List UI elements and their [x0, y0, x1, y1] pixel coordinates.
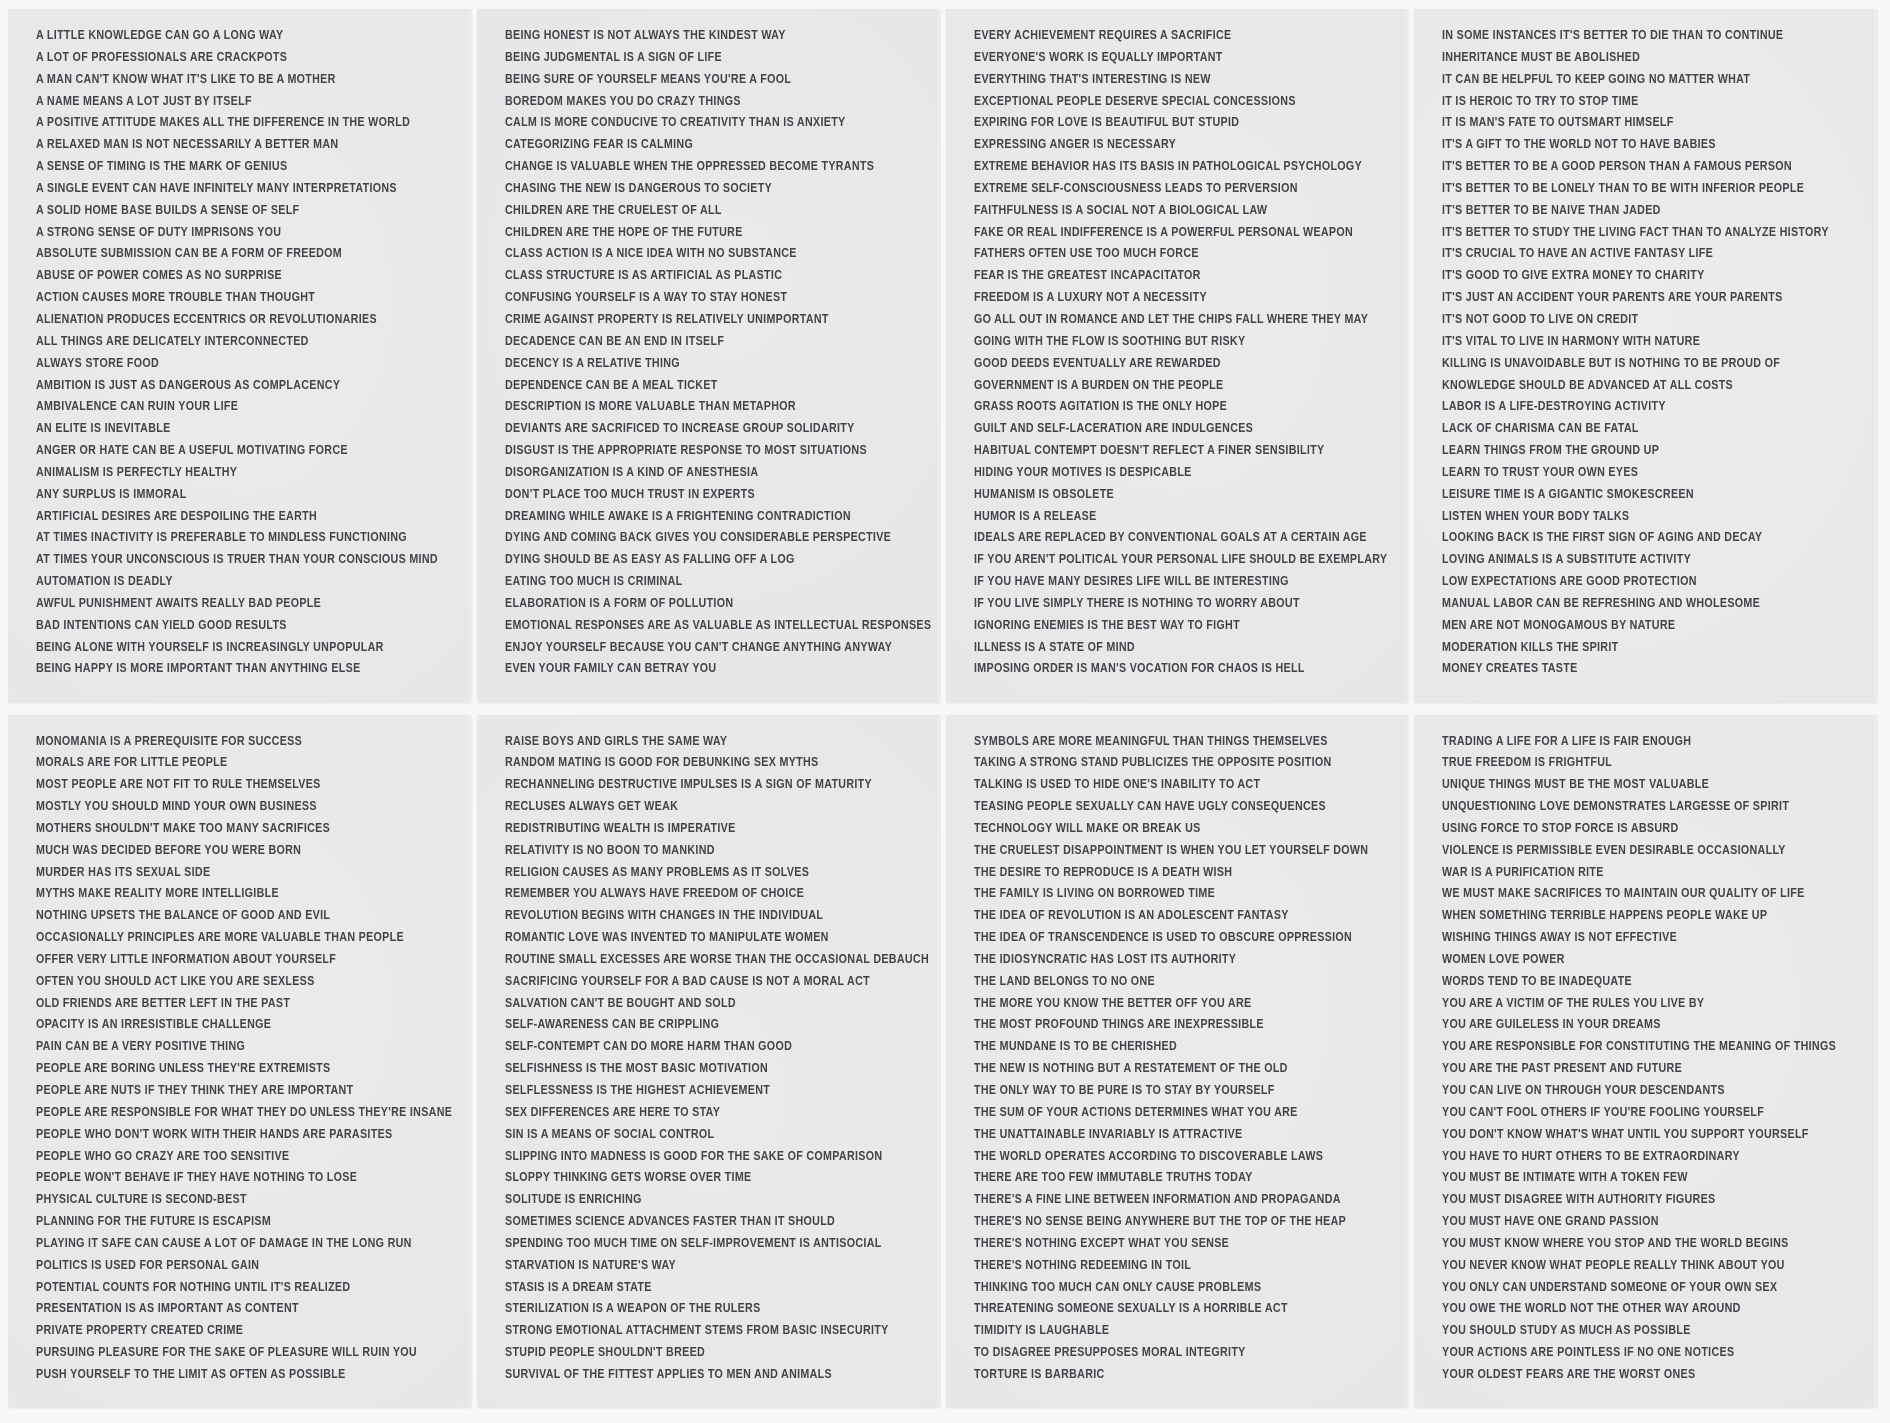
truism-line: HUMANISM IS OBSOLETE — [973, 485, 1114, 501]
truism-line: MYTHS MAKE REALITY MORE INTELLIGIBLE — [36, 885, 279, 901]
truism-line: THREATENING SOMEONE SEXUALLY IS A HORRIBLE ACT — [973, 1300, 1288, 1316]
truisms-sheet-7 — [946, 714, 1408, 1408]
truism-line: SYMBOLS ARE MORE MEANINGFUL THAN THINGS THEMSELVES — [973, 732, 1328, 748]
truism-line: LACK OF CHARISMA CAN BE FATAL — [1442, 420, 1639, 436]
truism-line: DREAMING WHILE AWAKE IS A FRIGHTENING CONTRADICTION — [504, 507, 851, 523]
truism-line: AWFUL PUNISHMENT AWAITS REALLY BAD PEOPLE — [36, 594, 322, 610]
truism-list-6 — [505, 730, 939, 1385]
truism-line: GUILT AND SELF-LACERATION ARE INDULGENCES — [973, 420, 1253, 436]
truism-line: STASIS IS A DREAM STATE — [504, 1278, 652, 1294]
truism-line: CATEGORIZING FEAR IS CALMING — [504, 136, 693, 152]
truism-line: MOTHERS SHOULDN'T MAKE TOO MANY SACRIFICES — [36, 819, 331, 835]
truism-line: RAISE BOYS AND GIRLS THE SAME WAY — [504, 732, 728, 748]
truism-line: A NAME MEANS A LOT JUST BY ITSELF — [36, 92, 252, 108]
truism-line: THE SUM OF YOUR ACTIONS DETERMINES WHAT YOU ARE — [973, 1103, 1298, 1119]
truism-line: OFFER VERY LITTLE INFORMATION ABOUT YOURSELF — [36, 950, 337, 966]
truism-line: PRIVATE PROPERTY CREATED CRIME — [36, 1322, 244, 1338]
truism-line: DECADENCE CAN BE AN END IN ITSELF — [504, 332, 724, 348]
truism-line: SEX DIFFERENCES ARE HERE TO STAY — [504, 1103, 720, 1119]
truisms-sheet-6 — [477, 714, 939, 1408]
truism-line: STARVATION IS NATURE'S WAY — [504, 1256, 676, 1272]
truism-line: A STRONG SENSE OF DUTY IMPRISONS YOU — [36, 223, 282, 239]
truism-line: IT CAN BE HELPFUL TO KEEP GOING NO MATTER WHAT — [1442, 70, 1751, 86]
truism-line: BEING HONEST IS NOT ALWAYS THE KINDEST WAY — [504, 27, 786, 42]
truism-line: IN SOME INSTANCES IT'S BETTER TO DIE THAN TO CONTINUE — [1442, 27, 1784, 42]
truism-line: EATING TOO MUCH IS CRIMINAL — [504, 573, 683, 589]
truism-line: THE ONLY WAY TO BE PURE IS TO STAY BY YOURSELF — [973, 1082, 1275, 1097]
truism-list-8 — [1442, 730, 1876, 1385]
truism-line: MEN ARE NOT MONOGAMOUS BY NATURE — [1442, 616, 1676, 632]
truism-line: THE DESIRE TO REPRODUCE IS A DEATH WISH — [973, 863, 1232, 879]
truism-line: GOOD DEEDS EVENTUALLY ARE REWARDED — [973, 354, 1221, 370]
truism-line: IT IS MAN'S FATE TO OUTSMART HIMSELF — [1442, 114, 1674, 130]
truism-line: IT'S CRUCIAL TO HAVE AN ACTIVE FANTASY LIFE — [1442, 245, 1714, 261]
truism-line: CLASS ACTION IS A NICE IDEA WITH NO SUBSTANCE — [504, 245, 797, 261]
truism-line: FATHERS OFTEN USE TOO MUCH FORCE — [973, 245, 1199, 261]
truism-line: TRADING A LIFE FOR A LIFE IS FAIR ENOUGH — [1442, 732, 1692, 748]
truism-line: TAKING A STRONG STAND PUBLICIZES THE OPPOSITE POSITION — [973, 754, 1332, 770]
truism-line: REVOLUTION BEGINS WITH CHANGES IN THE INDIVIDUAL — [504, 907, 823, 923]
truism-line: OPACITY IS AN IRRESISTIBLE CHALLENGE — [36, 1016, 272, 1032]
truism-line: PEOPLE WON'T BEHAVE IF THEY HAVE NOTHING TO LOSE — [36, 1169, 358, 1185]
truism-line: YOU OWE THE WORLD NOT THE OTHER WAY AROUND — [1442, 1300, 1741, 1316]
truism-list-5 — [36, 730, 470, 1385]
truism-line: TIMIDITY IS LAUGHABLE — [973, 1322, 1109, 1338]
truism-line: A LOT OF PROFESSIONALS ARE CRACKPOTS — [36, 48, 288, 64]
truism-line: SALVATION CAN'T BE BOUGHT AND SOLD — [504, 994, 736, 1010]
truism-line: HUMOR IS A RELEASE — [973, 507, 1097, 523]
truism-line: FAITHFULNESS IS A SOCIAL NOT A BIOLOGICAL LAW — [973, 201, 1267, 217]
truism-line: MONOMANIA IS A PREREQUISITE FOR SUCCESS — [36, 732, 303, 748]
truism-line: IF YOU AREN'T POLITICAL YOUR PERSONAL LIFE SHOULD BE EXEMPLARY — [973, 551, 1387, 567]
truism-line: STERILIZATION IS A WEAPON OF THE RULERS — [504, 1300, 761, 1316]
truism-line: PAIN CAN BE A VERY POSITIVE THING — [36, 1038, 246, 1054]
truism-line: MOST PEOPLE ARE NOT FIT TO RULE THEMSELVES — [36, 776, 321, 792]
truism-line: THERE'S NOTHING REDEEMING IN TOIL — [973, 1256, 1191, 1272]
truism-line: SELF-CONTEMPT CAN DO MORE HARM THAN GOOD — [504, 1038, 792, 1054]
truism-line: SLOPPY THINKING GETS WORSE OVER TIME — [504, 1169, 752, 1185]
truism-line: PURSUING PLEASURE FOR THE SAKE OF PLEASURE WILL RUIN YOU — [36, 1344, 417, 1360]
truism-line: YOU ARE A VICTIM OF THE RULES YOU LIVE BY — [1442, 994, 1705, 1010]
truism-line: DEVIANTS ARE SACRIFICED TO INCREASE GROUP SOLIDARITY — [504, 420, 855, 436]
truism-line: EXPRESSING ANGER IS NECESSARY — [973, 136, 1176, 152]
truism-line: THERE'S A FINE LINE BETWEEN INFORMATION AND PROPAGANDA — [973, 1191, 1341, 1207]
truism-line: THERE'S NOTHING EXCEPT WHAT YOU SENSE — [973, 1234, 1229, 1250]
truism-line: TECHNOLOGY WILL MAKE OR BREAK US — [973, 819, 1201, 835]
truism-line: DEPENDENCE CAN BE A MEAL TICKET — [504, 376, 718, 392]
truism-line: STRONG EMOTIONAL ATTACHMENT STEMS FROM BASIC INSECURITY — [504, 1322, 889, 1338]
truism-list-7 — [974, 730, 1408, 1385]
truism-line: BEING JUDGMENTAL IS A SIGN OF LIFE — [504, 48, 722, 64]
truism-line: LOOKING BACK IS THE FIRST SIGN OF AGING AND DECAY — [1442, 529, 1763, 545]
truisms-sheet-4 — [1414, 8, 1876, 702]
truism-line: AUTOMATION IS DEADLY — [36, 573, 173, 589]
truism-line: BOREDOM MAKES YOU DO CRAZY THINGS — [504, 92, 741, 108]
truism-line: IT'S JUST AN ACCIDENT YOUR PARENTS ARE YOUR PARENTS — [1442, 289, 1783, 305]
truism-line: AN ELITE IS INEVITABLE — [36, 420, 171, 436]
truism-line: THINKING TOO MUCH CAN ONLY CAUSE PROBLEMS — [973, 1278, 1261, 1294]
truism-line: EXTREME SELF-CONSCIOUSNESS LEADS TO PERVERSION — [973, 179, 1298, 195]
truism-line: DISORGANIZATION IS A KIND OF ANESTHESIA — [504, 463, 759, 479]
truism-line: USING FORCE TO STOP FORCE IS ABSURD — [1442, 819, 1679, 835]
truism-line: DYING AND COMING BACK GIVES YOU CONSIDERABLE PERSPECTIVE — [504, 529, 891, 545]
truism-line: UNIQUE THINGS MUST BE THE MOST VALUABLE — [1442, 776, 1710, 792]
truism-line: DON'T PLACE TOO MUCH TRUST IN EXPERTS — [504, 485, 755, 501]
truism-line: PLAYING IT SAFE CAN CAUSE A LOT OF DAMAGE IN THE LONG RUN — [36, 1234, 412, 1250]
truism-line: PEOPLE ARE RESPONSIBLE FOR WHAT THEY DO UNLESS THEY'RE INSANE — [36, 1103, 453, 1119]
truism-line: LEISURE TIME IS A GIGANTIC SMOKESCREEN — [1442, 485, 1695, 501]
truism-line: UNQUESTIONING LOVE DEMONSTRATES LARGESSE OF SPIRIT — [1442, 798, 1790, 814]
truism-line: SACRIFICING YOURSELF FOR A BAD CAUSE IS NOT A MORAL ACT — [504, 972, 870, 988]
truism-line: INHERITANCE MUST BE ABOLISHED — [1442, 48, 1641, 64]
truism-line: MONEY CREATES TASTE — [1442, 660, 1578, 676]
truism-line: THE IDIOSYNCRATIC HAS LOST ITS AUTHORITY — [973, 950, 1236, 966]
truism-line: SELFLESSNESS IS THE HIGHEST ACHIEVEMENT — [504, 1082, 770, 1097]
truism-line: SELFISHNESS IS THE MOST BASIC MOTIVATION — [504, 1060, 768, 1076]
truism-line: EXTREME BEHAVIOR HAS ITS BASIS IN PATHOLOGICAL PSYCHOLOGY — [973, 158, 1362, 174]
truism-list-3 — [974, 24, 1408, 679]
truism-line: MORALS ARE FOR LITTLE PEOPLE — [36, 754, 228, 770]
truism-line: VIOLENCE IS PERMISSIBLE EVEN DESIRABLE OCCASIONALLY — [1442, 841, 1787, 857]
truism-line: RANDOM MATING IS GOOD FOR DEBUNKING SEX MYTHS — [504, 754, 819, 770]
truism-line: AMBIVALENCE CAN RUIN YOUR LIFE — [36, 398, 239, 414]
truism-line: RECHANNELING DESTRUCTIVE IMPULSES IS A SIGN OF MATURITY — [504, 776, 872, 792]
truism-line: BEING SURE OF YOURSELF MEANS YOU'RE A FOOL — [504, 70, 791, 86]
truism-line: WHEN SOMETHING TERRIBLE HAPPENS PEOPLE WAKE UP — [1442, 907, 1768, 923]
truism-line: ANGER OR HATE CAN BE A USEFUL MOTIVATING FORCE — [36, 442, 348, 458]
truism-line: WORDS TEND TO BE INADEQUATE — [1442, 972, 1633, 988]
truism-line: BAD INTENTIONS CAN YIELD GOOD RESULTS — [36, 616, 287, 632]
truism-line: OFTEN YOU SHOULD ACT LIKE YOU ARE SEXLESS — [36, 972, 315, 988]
truism-line: REMEMBER YOU ALWAYS HAVE FREEDOM OF CHOICE — [504, 885, 804, 901]
truism-line: ALL THINGS ARE DELICATELY INTERCONNECTED — [36, 332, 309, 348]
truism-line: REDISTRIBUTING WEALTH IS IMPERATIVE — [504, 819, 736, 835]
truism-line: CALM IS MORE CONDUCIVE TO CREATIVITY THAN IS ANXIETY — [504, 114, 846, 130]
truism-line: EMOTIONAL RESPONSES ARE AS VALUABLE AS INTELLECTUAL RESPONSES — [504, 616, 932, 632]
truism-line: EXCEPTIONAL PEOPLE DESERVE SPECIAL CONCESSIONS — [973, 92, 1296, 108]
truism-line: IGNORING ENEMIES IS THE BEST WAY TO FIGHT — [973, 616, 1240, 632]
truism-line: THE WORLD OPERATES ACCORDING TO DISCOVERABLE LAWS — [973, 1147, 1323, 1163]
truism-line: GOVERNMENT IS A BURDEN ON THE PEOPLE — [973, 376, 1223, 392]
truism-line: TALKING IS USED TO HIDE ONE'S INABILITY TO ACT — [973, 776, 1260, 792]
truism-line: YOU HAVE TO HURT OTHERS TO BE EXTRAORDINARY — [1442, 1147, 1741, 1163]
truism-line: EXPIRING FOR LOVE IS BEAUTIFUL BUT STUPID — [973, 114, 1239, 130]
truism-line: ABSOLUTE SUBMISSION CAN BE A FORM OF FREEDOM — [36, 245, 343, 261]
truism-list-1 — [36, 24, 470, 679]
truism-line: DISGUST IS THE APPROPRIATE RESPONSE TO MOST SITUATIONS — [504, 442, 867, 458]
truism-line: A MAN CAN'T KNOW WHAT IT'S LIKE TO BE A MOTHER — [36, 70, 336, 86]
truism-line: THERE'S NO SENSE BEING ANYWHERE BUT THE TOP OF THE HEAP — [973, 1213, 1346, 1229]
truism-list-2 — [505, 24, 939, 679]
truism-line: THE UNATTAINABLE INVARIABLY IS ATTRACTIVE — [973, 1125, 1242, 1141]
truism-line: KILLING IS UNAVOIDABLE BUT IS NOTHING TO BE PROUD OF — [1442, 354, 1781, 370]
truism-line: YOU MUST HAVE ONE GRAND PASSION — [1442, 1213, 1660, 1229]
truism-line: YOU CAN'T FOOL OTHERS IF YOU'RE FOOLING YOURSELF — [1442, 1103, 1765, 1119]
truism-line: ALWAYS STORE FOOD — [36, 354, 160, 370]
truisms-sheet-5 — [8, 714, 470, 1408]
truism-line: IDEALS ARE REPLACED BY CONVENTIONAL GOALS AT A CERTAIN AGE — [973, 529, 1367, 545]
truism-line: RELIGION CAUSES AS MANY PROBLEMS AS IT SOLVES — [504, 863, 809, 879]
truism-line: IT IS HEROIC TO TRY TO STOP TIME — [1442, 92, 1639, 108]
truism-line: YOU ARE GUILELESS IN YOUR DREAMS — [1442, 1016, 1661, 1032]
truism-line: KNOWLEDGE SHOULD BE ADVANCED AT ALL COSTS — [1442, 376, 1734, 392]
truism-line: LOW EXPECTATIONS ARE GOOD PROTECTION — [1442, 573, 1698, 589]
truism-line: THE CRUELEST DISAPPOINTMENT IS WHEN YOU LET YOURSELF DOWN — [973, 841, 1368, 857]
truism-list-4 — [1442, 24, 1876, 679]
truism-line: IT'S VITAL TO LIVE IN HARMONY WITH NATURE — [1442, 332, 1701, 348]
truism-line: IT'S GOOD TO GIVE EXTRA MONEY TO CHARITY — [1442, 267, 1705, 283]
truism-line: THE FAMILY IS LIVING ON BORROWED TIME — [973, 885, 1215, 901]
truism-line: WAR IS A PURIFICATION RITE — [1442, 863, 1604, 879]
truism-line: PEOPLE WHO DON'T WORK WITH THEIR HANDS ARE PARASITES — [36, 1125, 393, 1141]
truisms-sheet-1 — [8, 8, 470, 702]
truism-line: OCCASIONALLY PRINCIPLES ARE MORE VALUABLE THAN PEOPLE — [36, 929, 404, 945]
truism-line: OLD FRIENDS ARE BETTER LEFT IN THE PAST — [36, 994, 291, 1010]
truism-line: CLASS STRUCTURE IS AS ARTIFICIAL AS PLASTIC — [504, 267, 782, 283]
truism-line: MODERATION KILLS THE SPIRIT — [1442, 638, 1619, 654]
truism-line: THE MORE YOU KNOW THE BETTER OFF YOU ARE — [973, 994, 1251, 1010]
truism-line: WE MUST MAKE SACRIFICES TO MAINTAIN OUR QUALITY OF LIFE — [1442, 885, 1805, 901]
truism-line: DYING SHOULD BE AS EASY AS FALLING OFF A LOG — [504, 551, 795, 567]
truism-line: LOVING ANIMALS IS A SUBSTITUTE ACTIVITY — [1442, 551, 1692, 567]
truism-line: AT TIMES YOUR UNCONSCIOUS IS TRUER THAN YOUR CONSCIOUS MIND — [36, 551, 438, 567]
truism-line: NOTHING UPSETS THE BALANCE OF GOOD AND EVIL — [36, 907, 331, 923]
truism-line: MUCH WAS DECIDED BEFORE YOU WERE BORN — [36, 841, 302, 857]
truism-line: IT'S BETTER TO BE NAIVE THAN JADED — [1442, 201, 1661, 217]
truism-line: PUSH YOURSELF TO THE LIMIT AS OFTEN AS POSSIBLE — [36, 1365, 346, 1381]
truism-line: SPENDING TOO MUCH TIME ON SELF-IMPROVEMENT IS ANTISOCIAL — [504, 1234, 882, 1250]
truism-line: ENJOY YOURSELF BECAUSE YOU CAN'T CHANGE ANYTHING ANYWAY — [504, 638, 892, 654]
truism-line: GOING WITH THE FLOW IS SOOTHING BUT RISKY — [973, 332, 1245, 348]
truism-line: TO DISAGREE PRESUPPOSES MORAL INTEGRITY — [973, 1344, 1246, 1360]
truism-line: CRIME AGAINST PROPERTY IS RELATIVELY UNIMPORTANT — [504, 310, 829, 326]
truism-line: CHASING THE NEW IS DANGEROUS TO SOCIETY — [504, 179, 772, 195]
truism-line: PHYSICAL CULTURE IS SECOND-BEST — [36, 1191, 247, 1207]
truism-line: ABUSE OF POWER COMES AS NO SURPRISE — [36, 267, 282, 283]
truism-line: ANIMALISM IS PERFECTLY HEALTHY — [36, 463, 238, 479]
truism-line: PEOPLE ARE BORING UNLESS THEY'RE EXTREMISTS — [36, 1060, 331, 1076]
truism-line: FAKE OR REAL INDIFFERENCE IS A POWERFUL PERSONAL WEAPON — [973, 223, 1353, 239]
truism-line: EVERY ACHIEVEMENT REQUIRES A SACRIFICE — [973, 27, 1231, 42]
truism-line: THE MOST PROFOUND THINGS ARE INEXPRESSIBLE — [973, 1016, 1264, 1032]
truism-line: MOSTLY YOU SHOULD MIND YOUR OWN BUSINESS — [36, 798, 317, 814]
truism-line: IT'S BETTER TO BE LONELY THAN TO BE WITH INFERIOR PEOPLE — [1442, 179, 1805, 195]
truism-line: ARTIFICIAL DESIRES ARE DESPOILING THE EARTH — [36, 507, 318, 523]
truism-line: AMBITION IS JUST AS DANGEROUS AS COMPLACENCY — [36, 376, 341, 392]
truism-line: YOUR OLDEST FEARS ARE THE WORST ONES — [1442, 1365, 1696, 1381]
truism-line: EVEN YOUR FAMILY CAN BETRAY YOU — [504, 660, 717, 676]
truism-line: IT'S A GIFT TO THE WORLD NOT TO HAVE BABIES — [1442, 136, 1717, 152]
truism-line: IF YOU LIVE SIMPLY THERE IS NOTHING TO WORRY ABOUT — [973, 594, 1300, 610]
truism-line: PRESENTATION IS AS IMPORTANT AS CONTENT — [36, 1300, 299, 1316]
truism-line: THE IDEA OF TRANSCENDENCE IS USED TO OBSCURE OPPRESSION — [973, 929, 1352, 945]
truism-line: SIN IS A MEANS OF SOCIAL CONTROL — [504, 1125, 715, 1141]
truism-line: EVERYONE'S WORK IS EQUALLY IMPORTANT — [973, 48, 1223, 64]
truism-line: CHILDREN ARE THE CRUELEST OF ALL — [504, 201, 722, 217]
truism-line: RELATIVITY IS NO BOON TO MANKIND — [504, 841, 715, 857]
truism-line: SOMETIMES SCIENCE ADVANCES FASTER THAN IT SHOULD — [504, 1213, 835, 1229]
truism-line: IMPOSING ORDER IS MAN'S VOCATION FOR CHAOS IS HELL — [973, 660, 1305, 676]
truism-line: THE LAND BELONGS TO NO ONE — [973, 972, 1155, 988]
truism-line: EVERYTHING THAT'S INTERESTING IS NEW — [973, 70, 1211, 86]
truism-line: GRASS ROOTS AGITATION IS THE ONLY HOPE — [973, 398, 1227, 414]
truism-line: FEAR IS THE GREATEST INCAPACITATOR — [973, 267, 1201, 283]
truism-line: PEOPLE WHO GO CRAZY ARE TOO SENSITIVE — [36, 1147, 290, 1163]
truism-line: HIDING YOUR MOTIVES IS DESPICABLE — [973, 463, 1192, 479]
truism-line: TEASING PEOPLE SEXUALLY CAN HAVE UGLY CONSEQUENCES — [973, 798, 1326, 814]
truism-line: IT'S BETTER TO STUDY THE LIVING FACT THAN TO ANALYZE HISTORY — [1442, 223, 1830, 239]
truism-line: CHILDREN ARE THE HOPE OF THE FUTURE — [504, 223, 743, 239]
truism-line: POTENTIAL COUNTS FOR NOTHING UNTIL IT'S REALIZED — [36, 1278, 351, 1294]
truism-line: THE IDEA OF REVOLUTION IS AN ADOLESCENT FANTASY — [973, 907, 1289, 923]
truism-line: ANY SURPLUS IS IMMORAL — [36, 485, 187, 501]
truism-line: ROUTINE SMALL EXCESSES ARE WORSE THAN THE OCCASIONAL DEBAUCH — [504, 950, 929, 966]
truism-line: THERE ARE TOO FEW IMMUTABLE TRUTHS TODAY — [973, 1169, 1253, 1185]
truism-line: IT'S BETTER TO BE A GOOD PERSON THAN A FAMOUS PERSON — [1442, 158, 1793, 174]
truism-line: GO ALL OUT IN ROMANCE AND LET THE CHIPS FALL WHERE THEY MAY — [973, 310, 1368, 326]
truism-line: DECENCY IS A RELATIVE THING — [504, 354, 680, 370]
truism-line: CONFUSING YOURSELF IS A WAY TO STAY HONEST — [504, 289, 788, 305]
truism-line: YOU DON'T KNOW WHAT'S WHAT UNTIL YOU SUPPORT YOURSELF — [1442, 1125, 1809, 1141]
truism-line: YOU MUST DISAGREE WITH AUTHORITY FIGURES — [1442, 1191, 1716, 1207]
truism-line: A SOLID HOME BASE BUILDS A SENSE OF SELF — [36, 201, 300, 217]
truism-line: SELF-AWARENESS CAN BE CRIPPLING — [504, 1016, 719, 1032]
truism-line: SURVIVAL OF THE FITTEST APPLIES TO MEN AND ANIMALS — [504, 1365, 832, 1381]
truism-line: WISHING THINGS AWAY IS NOT EFFECTIVE — [1442, 929, 1678, 945]
truism-line: BEING HAPPY IS MORE IMPORTANT THAN ANYTHING ELSE — [36, 660, 361, 676]
truism-line: YOU SHOULD STUDY AS MUCH AS POSSIBLE — [1442, 1322, 1691, 1338]
truism-line: A RELAXED MAN IS NOT NECESSARILY A BETTER MAN — [36, 136, 339, 152]
truism-line: YOU MUST BE INTIMATE WITH A TOKEN FEW — [1442, 1169, 1689, 1185]
truism-line: YOU ARE THE PAST PRESENT AND FUTURE — [1442, 1060, 1683, 1076]
truism-line: AT TIMES INACTIVITY IS PREFERABLE TO MINDLESS FUNCTIONING — [36, 529, 407, 545]
truism-line: BEING ALONE WITH YOURSELF IS INCREASINGLY UNPOPULAR — [36, 638, 384, 654]
truisms-sheet-3 — [946, 8, 1408, 702]
truism-line: LEARN THINGS FROM THE GROUND UP — [1442, 442, 1660, 458]
truism-line: ALIENATION PRODUCES ECCENTRICS OR REVOLUTIONARIES — [36, 310, 377, 326]
truism-line: SLIPPING INTO MADNESS IS GOOD FOR THE SAKE OF COMPARISON — [504, 1147, 883, 1163]
truism-line: THE MUNDANE IS TO BE CHERISHED — [973, 1038, 1177, 1054]
truism-line: STUPID PEOPLE SHOULDN'T BREED — [504, 1344, 705, 1360]
truism-line: A POSITIVE ATTITUDE MAKES ALL THE DIFFERENCE IN THE WORLD — [36, 114, 411, 130]
truism-line: TORTURE IS BARBARIC — [973, 1365, 1105, 1381]
truism-line: LEARN TO TRUST YOUR OWN EYES — [1442, 463, 1639, 479]
truism-line: PEOPLE ARE NUTS IF THEY THINK THEY ARE IMPORTANT — [36, 1082, 354, 1097]
truism-line: YOUR ACTIONS ARE POINTLESS IF NO ONE NOTICES — [1442, 1344, 1735, 1360]
truism-line: MURDER HAS ITS SEXUAL SIDE — [36, 863, 211, 879]
truism-line: HABITUAL CONTEMPT DOESN'T REFLECT A FINER SENSIBILITY — [973, 442, 1324, 458]
truism-line: IF YOU HAVE MANY DESIRES LIFE WILL BE INTERESTING — [973, 573, 1289, 589]
truism-line: ELABORATION IS A FORM OF POLLUTION — [504, 594, 734, 610]
truisms-sheet-8 — [1414, 714, 1876, 1408]
truisms-sheet-2 — [477, 8, 939, 702]
truism-line: PLANNING FOR THE FUTURE IS ESCAPISM — [36, 1213, 272, 1229]
truism-line: POLITICS IS USED FOR PERSONAL GAIN — [36, 1256, 260, 1272]
truism-line: ACTION CAUSES MORE TROUBLE THAN THOUGHT — [36, 289, 316, 305]
truism-line: THE NEW IS NOTHING BUT A RESTATEMENT OF THE OLD — [973, 1060, 1288, 1076]
truism-line: YOU CAN LIVE ON THROUGH YOUR DESCENDANTS — [1442, 1082, 1726, 1097]
truism-line: MANUAL LABOR CAN BE REFRESHING AND WHOLESOME — [1442, 594, 1761, 610]
truism-line: TRUE FREEDOM IS FRIGHTFUL — [1442, 754, 1613, 770]
truism-line: YOU NEVER KNOW WHAT PEOPLE REALLY THINK ABOUT YOU — [1442, 1256, 1785, 1272]
truism-line: DESCRIPTION IS MORE VALUABLE THAN METAPHOR — [504, 398, 796, 414]
truism-line: A LITTLE KNOWLEDGE CAN GO A LONG WAY — [36, 27, 284, 42]
truism-line: A SINGLE EVENT CAN HAVE INFINITELY MANY INTERPRETATIONS — [36, 179, 397, 195]
truism-line: FREEDOM IS A LUXURY NOT A NECESSITY — [973, 289, 1207, 305]
truism-line: SOLITUDE IS ENRICHING — [504, 1191, 642, 1207]
truism-line: WOMEN LOVE POWER — [1442, 950, 1565, 966]
truism-line: YOU ONLY CAN UNDERSTAND SOMEONE OF YOUR OWN SEX — [1442, 1278, 1778, 1294]
truism-line: LISTEN WHEN YOUR BODY TALKS — [1442, 507, 1630, 523]
truism-line: LABOR IS A LIFE-DESTROYING ACTIVITY — [1442, 398, 1667, 414]
truism-line: RECLUSES ALWAYS GET WEAK — [504, 798, 678, 814]
truism-line: YOU ARE RESPONSIBLE FOR CONSTITUTING THE MEANING OF THINGS — [1442, 1038, 1837, 1054]
truism-line: A SENSE OF TIMING IS THE MARK OF GENIUS — [36, 158, 288, 174]
truism-line: ROMANTIC LOVE WAS INVENTED TO MANIPULATE WOMEN — [504, 929, 829, 945]
truism-line: ILLNESS IS A STATE OF MIND — [973, 638, 1135, 654]
truism-line: CHANGE IS VALUABLE WHEN THE OPPRESSED BECOME TYRANTS — [504, 158, 874, 174]
truism-line: YOU MUST KNOW WHERE YOU STOP AND THE WORLD BEGINS — [1442, 1234, 1789, 1250]
truism-line: IT'S NOT GOOD TO LIVE ON CREDIT — [1442, 310, 1639, 326]
